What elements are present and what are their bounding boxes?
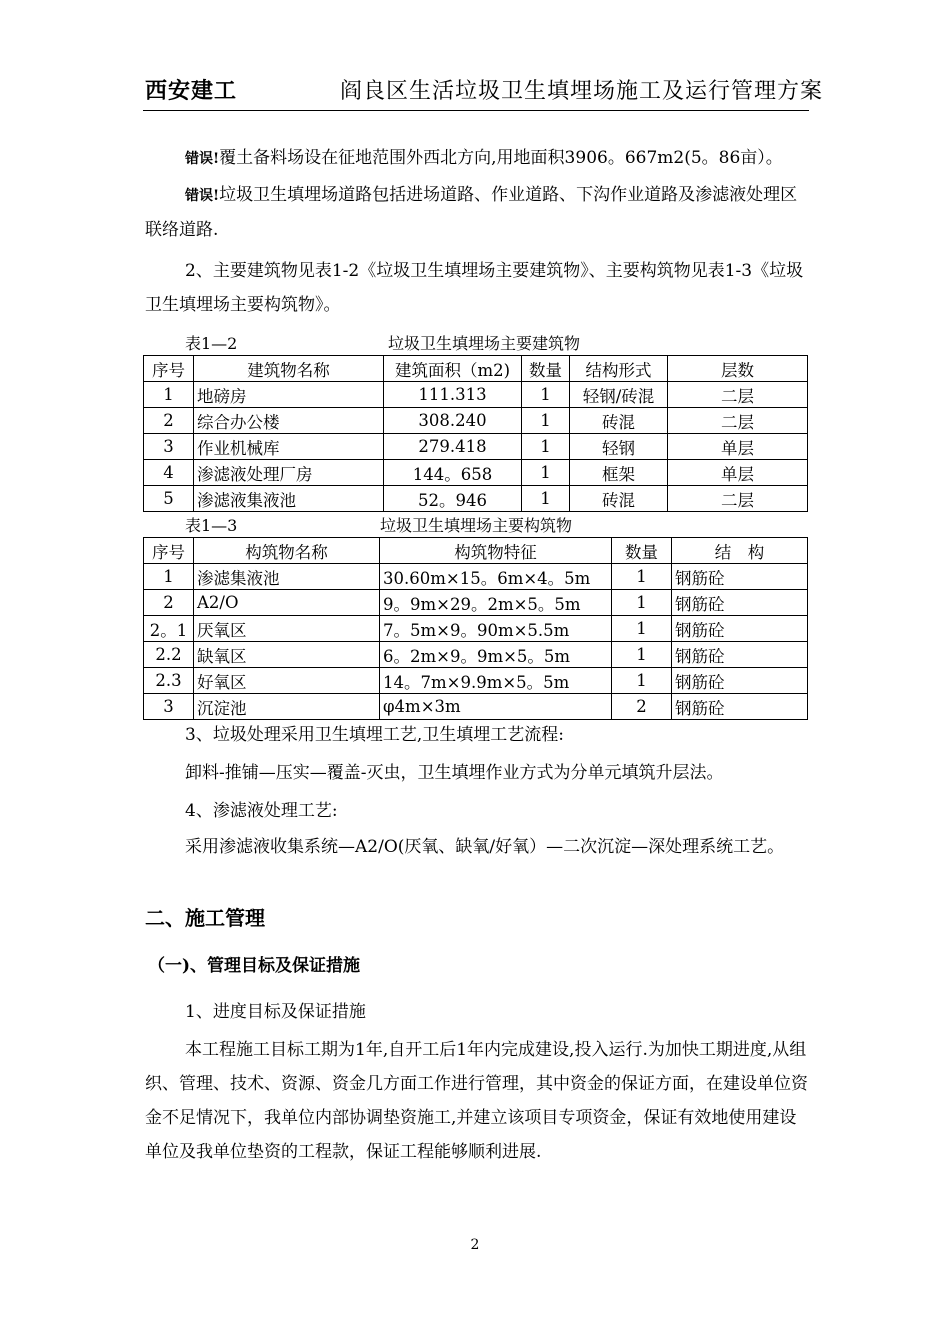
table-row xyxy=(144,408,808,434)
column-header: 结 构 xyxy=(672,538,808,564)
table-cell: 308.240 xyxy=(384,408,522,434)
table-cell: 砖混 xyxy=(570,486,668,512)
table-cell: 4 xyxy=(144,460,194,486)
header-rule xyxy=(143,110,809,111)
table-cell: 2 xyxy=(612,694,672,720)
table-cell: 钢筋砼 xyxy=(672,668,808,694)
paragraph-schedule-body: 本工程施工目标工期为1年,自开工后1年内完成建设,投入运行.为加快工期进度,从组织、管理、技术、资源、资金几方面工作进行管理，其中资金的保证方面，在建设单位资金不足情况下，我单位内部协调垫资施工,并建立该项目专项资金，保证有效地使用建设单位及我单位垫资的工程款，保证工程能够顺利进展. xyxy=(145,1040,808,1162)
table-cell: 1 xyxy=(144,564,194,590)
table-cell: 1 xyxy=(144,382,194,408)
table-cell: 1 xyxy=(612,564,672,590)
table-cell: 钢筋砼 xyxy=(672,642,808,668)
table-row xyxy=(144,434,808,460)
table-cell: φ4m×3m xyxy=(380,694,612,720)
column-header: 构筑物名称 xyxy=(194,538,380,564)
table2-title: 垃圾卫生填埋场主要构筑物 xyxy=(380,516,573,535)
table-cell: 二层 xyxy=(668,486,808,512)
table-cell: 30.60m×15。6m×4。5m xyxy=(380,564,612,590)
table-cell: 二层 xyxy=(668,408,808,434)
subsection-heading: （一)、管理目标及保证措施 xyxy=(148,956,361,976)
paragraph-schedule-heading: 1、进度目标及保证措施 xyxy=(185,1002,366,1022)
table-row xyxy=(144,460,808,486)
table-cell: 1 xyxy=(612,668,672,694)
table-cell: 2 xyxy=(144,408,194,434)
table-cell: A2/O xyxy=(194,590,380,616)
column-header: 序号 xyxy=(144,356,194,382)
header-company: 西安建工 xyxy=(145,78,238,104)
table-cell: 3 xyxy=(144,694,194,720)
table1-title: 垃圾卫生填埋场主要建筑物 xyxy=(388,334,581,353)
table-cell: 缺氧区 xyxy=(194,642,380,668)
table-cell: 2.2 xyxy=(144,642,194,668)
table-cell: 轻钢 xyxy=(570,434,668,460)
column-header: 建筑物名称 xyxy=(194,356,384,382)
column-header: 数量 xyxy=(522,356,570,382)
paragraph-leachate-heading: 4、渗滤液处理工艺: xyxy=(185,801,338,821)
table-main-buildings xyxy=(143,355,808,512)
table-header-row xyxy=(144,356,808,382)
table-row xyxy=(144,382,808,408)
column-header: 层数 xyxy=(668,356,808,382)
paragraph-cover-soil xyxy=(145,141,809,176)
table-cell: 9。9m×29。2m×5。5m xyxy=(380,590,612,616)
page-number: 2 xyxy=(470,1237,480,1253)
table-cell: 单层 xyxy=(668,460,808,486)
table-cell: 单层 xyxy=(668,434,808,460)
table-row xyxy=(144,668,808,694)
table-row xyxy=(144,564,808,590)
table-cell: 1 xyxy=(522,460,570,486)
table-cell: 二层 xyxy=(668,382,808,408)
table-header-row xyxy=(144,538,808,564)
paragraph-roads xyxy=(145,178,809,247)
table-cell: 好氧区 xyxy=(194,668,380,694)
paragraph-leachate-process: 采用渗滤液收集系统—A2/O(厌氧、缺氧/好氧）—二次沉淀—深处理系统工艺。 xyxy=(185,837,785,857)
table-cell: 钢筋砼 xyxy=(672,616,808,642)
table-cell: 作业机械库 xyxy=(194,434,384,460)
table-cell: 厌氧区 xyxy=(194,616,380,642)
table-cell: 2.3 xyxy=(144,668,194,694)
table-cell: 14。7m×9.9m×5。5m xyxy=(380,668,612,694)
column-header: 建筑面积（m2) xyxy=(384,356,522,382)
table-cell: 综合办公楼 xyxy=(194,408,384,434)
table-cell: 2。1 xyxy=(144,616,194,642)
table-cell: 52。946 xyxy=(384,486,522,512)
error-marker: 错误! xyxy=(185,151,220,167)
table-row xyxy=(144,590,808,616)
table-cell: 2 xyxy=(144,590,194,616)
table-cell: 144。658 xyxy=(384,460,522,486)
table-row xyxy=(144,642,808,668)
table-cell: 钢筋砼 xyxy=(672,564,808,590)
table-cell: 1 xyxy=(612,616,672,642)
table-cell: 1 xyxy=(522,434,570,460)
table-cell: 1 xyxy=(522,486,570,512)
table-cell: 1 xyxy=(522,382,570,408)
error-marker: 错误! xyxy=(185,188,220,204)
table-cell: 轻钢/砖混 xyxy=(570,382,668,408)
table-cell: 渗滤液处理厂房 xyxy=(194,460,384,486)
table-cell: 沉淀池 xyxy=(194,694,380,720)
section-heading: 二、施工管理 xyxy=(145,906,265,930)
table-cell: 1 xyxy=(522,408,570,434)
table-cell: 1 xyxy=(612,590,672,616)
table-cell: 钢筋砼 xyxy=(672,694,808,720)
column-header: 数量 xyxy=(612,538,672,564)
table1-label: 表1—2 xyxy=(185,334,238,353)
table-cell: 279.418 xyxy=(384,434,522,460)
table-cell: 框架 xyxy=(570,460,668,486)
header-document-title: 阎良区生活垃圾卫生填埋场施工及运行管理方案 xyxy=(340,79,824,104)
table-cell: 渗滤液集液池 xyxy=(194,486,384,512)
table-row xyxy=(144,616,808,642)
table-cell: 7。5m×9。90m×5.5m xyxy=(380,616,612,642)
column-header: 构筑物特征 xyxy=(380,538,612,564)
table-cell: 3 xyxy=(144,434,194,460)
table-cell: 渗滤集液池 xyxy=(194,564,380,590)
table-row xyxy=(144,486,808,512)
table-cell: 6。2m×9。9m×5。5m xyxy=(380,642,612,668)
paragraph-main-buildings: 2、主要建筑物见表1-2《垃圾卫生填埋场主要建筑物》、主要构筑物见表1-3《垃圾卫生填埋场主要构筑物》。 xyxy=(145,261,804,315)
paragraph-landfill-process: 3、垃圾处理采用卫生填埋工艺,卫生填埋工艺流程: xyxy=(185,725,564,745)
paragraph-text: 垃圾卫生填埋场道路包括进场道路、作业道路、下沟作业道路及渗滤液处理区联络道路. xyxy=(145,185,798,240)
table-cell: 5 xyxy=(144,486,194,512)
paragraph-process-flow: 卸料-推铺—压实—覆盖-灭虫，卫生填埋作业方式为分单元填筑升层法。 xyxy=(185,763,724,783)
table-cell: 111.313 xyxy=(384,382,522,408)
column-header: 序号 xyxy=(144,538,194,564)
table-cell: 地磅房 xyxy=(194,382,384,408)
column-header: 结构形式 xyxy=(570,356,668,382)
table-cell: 钢筋砼 xyxy=(672,590,808,616)
table-cell: 1 xyxy=(612,642,672,668)
table-row xyxy=(144,694,808,720)
paragraph-text: 覆土备料场设在征地范围外西北方向,用地面积3906。667m2(5。86亩）。 xyxy=(219,148,783,168)
table2-label: 表1—3 xyxy=(185,516,238,535)
table-main-structures xyxy=(143,537,808,720)
table-cell: 砖混 xyxy=(570,408,668,434)
